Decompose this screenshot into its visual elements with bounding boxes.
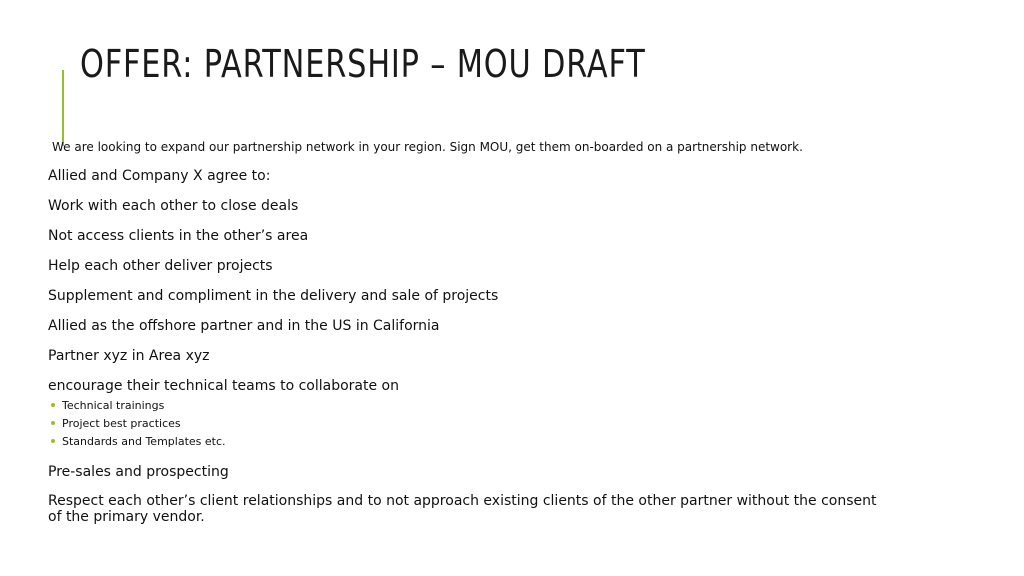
list-item: Not access clients in the other’s area bbox=[48, 228, 309, 244]
title-accent-bar bbox=[62, 70, 64, 146]
sub-list-item bbox=[48, 397, 908, 415]
bullet-icon bbox=[51, 439, 55, 443]
sub-list-item bbox=[48, 415, 908, 433]
intro-text: We are looking to expand our partnership network in your region. Sign MOU, get them on-boarded on a partnership network. bbox=[52, 140, 803, 154]
sub-list-item bbox=[48, 433, 908, 451]
sub-list bbox=[48, 397, 908, 451]
slide-body bbox=[48, 167, 908, 537]
list-item: Allied as the offshore partner and in the US in California bbox=[48, 318, 440, 334]
list-item: Pre-sales and prospecting bbox=[48, 464, 229, 480]
slide-title: OFFER: PARTNERSHIP – MOU DRAFT bbox=[80, 42, 646, 86]
list-item: Allied and Company X agree to: bbox=[48, 168, 271, 184]
list-item: Supplement and compliment in the delivery and sale of projects bbox=[48, 288, 499, 304]
list-item: Respect each other’s client relationships and to not approach existing clients of the other partner without the consent of the primary vendor. bbox=[48, 493, 877, 525]
list-item: Work with each other to close deals bbox=[48, 198, 299, 214]
bullet-icon bbox=[51, 403, 55, 407]
list-item: encourage their technical teams to collaborate on bbox=[48, 378, 399, 394]
list-item: Partner xyz in Area xyz bbox=[48, 348, 210, 364]
bullet-icon bbox=[51, 421, 55, 425]
sub-list-item-label: Project best practices bbox=[62, 417, 181, 430]
sub-list-item-label: Technical trainings bbox=[62, 399, 165, 412]
sub-list-item-label: Standards and Templates etc. bbox=[62, 435, 226, 448]
list-item: Help each other deliver projects bbox=[48, 258, 273, 274]
